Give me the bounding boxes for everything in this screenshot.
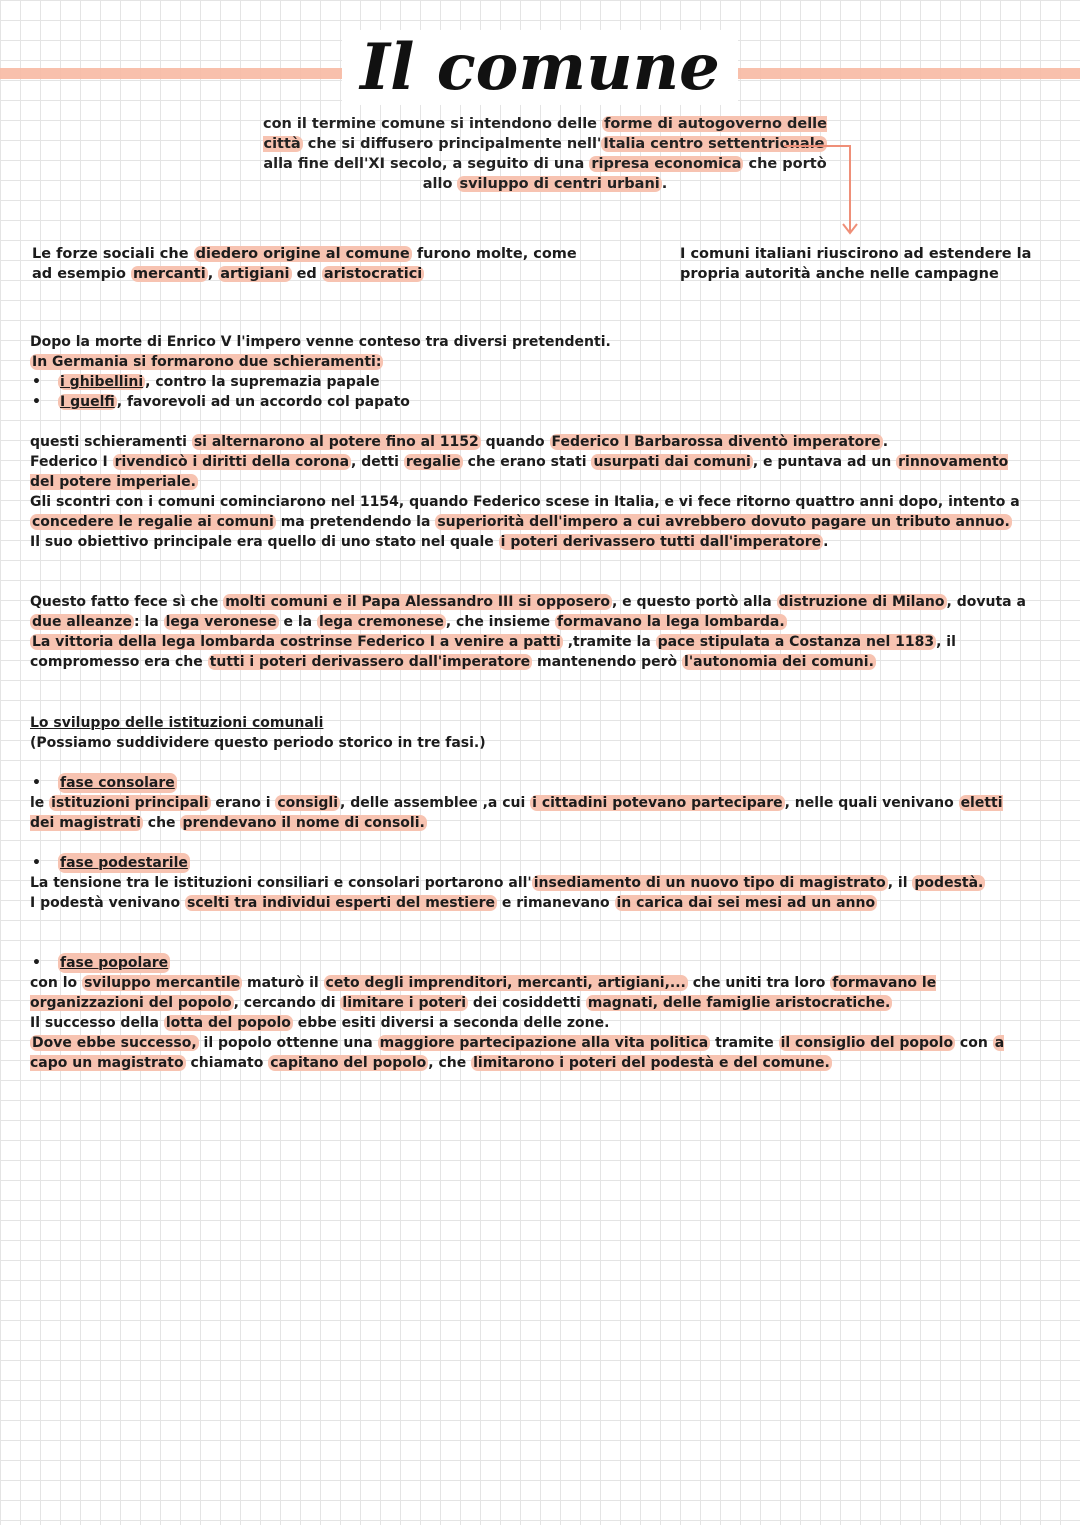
bullet-icon: •: [32, 394, 41, 410]
section-institutions: [30, 713, 1030, 753]
text-line: La tensione tra le istituzioni consiliari e consolari portarono all' insediamento di un nuovo tipo di magistrato , il podestà.: [30, 875, 984, 891]
text-line: con lo sviluppo mercantile maturò il ceto degli imprenditori, mercanti, artigiani,... che uniti tra loro formavano le organizzazioni del popolo , cercando di limitare i poteri dei cosiddetti magnati, delle famiglie aristocratiche.: [30, 975, 937, 1011]
list-item: • fase popolare: [32, 955, 169, 971]
text-line: La vittoria della lega lombarda costrinse Federico I a venire a patti ,tramite la pace stipulata a Costanza nel 1183 , il compromesso era che tutti i poteri derivassero dall'imperatore mantenendo però l'autonomia dei comuni.: [30, 634, 956, 670]
bullet-icon: •: [32, 374, 41, 390]
text-line: Questo fatto fece sì che molti comuni e il Papa Alessandro III si opposero , e questo portò alla distruzione di Milano , dovuta a due alleanze : la lega veronese e la lega cremonese , che insieme formavano la lega lombarda.: [30, 594, 1026, 630]
page-title: Il comune: [0, 28, 1080, 108]
intro-paragraph: con il termine comune si intendono delle forme di autogoverno delle città che si diffusero principalmente nell' Italia centro settentrionale alla fine dell'XI secolo, a seguito di una ripresa economica che portò allo sviluppo di centri urbani .: [263, 116, 827, 192]
section-barbarossa: [30, 432, 1030, 552]
bullet-icon: •: [32, 855, 41, 871]
section-heading: Lo sviluppo delle istituzioni comunali: [30, 715, 324, 731]
phase-podestarile: [30, 853, 1030, 913]
text-line: Dove ebbe successo, il popolo ottenne una maggiore partecipazione alla vita politica tramite il consiglio del popolo con a capo un magistrato chiamato capitano del popolo , che limitarono i poteri del podestà e del comune.: [30, 1035, 1005, 1071]
list-item: • i ghibellini , contro la supremazia papale: [32, 374, 380, 390]
arrow-icon: [780, 140, 860, 240]
text-line: Gli scontri con i comuni cominciarono nel 1154, quando Federico scese in Italia, e vi fece ritorno quattro anni dopo, intento a concedere le regalie ai comuni ma pretendendo la superiorità dell'impero a cui avrebbero dovuto pagare un tributo annuo.: [30, 494, 1020, 530]
list-item: • fase consolare: [32, 775, 175, 791]
list-item: • fase podestarile: [32, 855, 188, 871]
text-line: le istituzioni principali erano i consigli , delle assemblee ,a cui i cittadini potevano partecipare , nelle quali venivano eletti dei magistrati che prendevano il nome di consoli.: [30, 795, 1003, 831]
text-line: Federico I rivendicò i diritti della corona , detti regalie che erano stati usurpati dai comuni , e puntava ad un rinnovamento del potere imperiale.: [30, 454, 1009, 490]
phase-popolare: [30, 953, 1030, 1073]
text-line: In Germania si formarono due schieramenti:: [32, 354, 382, 370]
section-factions: [30, 332, 1030, 412]
social-forces-note: Le forze sociali che diedero origine al comune furono molte, come ad esempio mercanti , artigiani ed aristocratici: [32, 246, 577, 282]
text-line: Il successo della lotta del popolo ebbe esiti diversi a seconda delle zone.: [30, 1015, 610, 1031]
list-item: • I guelfi , favorevoli ad un accordo col papato: [32, 394, 410, 410]
bullet-icon: •: [32, 955, 41, 971]
text-line: questi schieramenti si alternarono al potere fino al 1152 quando Federico I Barbarossa diventò imperatore .: [30, 434, 889, 450]
text-line: I podestà venivano scelti tra individui esperti del mestiere e rimanevano in carica dai sei mesi ad un anno: [30, 895, 876, 911]
text-line: Il suo obiettivo principale era quello di uno stato nel quale i poteri derivassero tutti dall'imperatore .: [30, 534, 829, 550]
section-lega-lombarda: [30, 592, 1030, 672]
text-line: Dopo la morte di Enrico V l'impero venne conteso tra diversi pretendenti.: [30, 334, 611, 350]
bullet-icon: •: [32, 775, 41, 791]
countryside-note: I comuni italiani riuscirono ad estendere la propria autorità anche nelle campagne: [680, 246, 1032, 282]
phase-consolare: [30, 773, 1030, 833]
section-subheading: (Possiamo suddividere questo periodo storico in tre fasi.): [30, 735, 486, 751]
